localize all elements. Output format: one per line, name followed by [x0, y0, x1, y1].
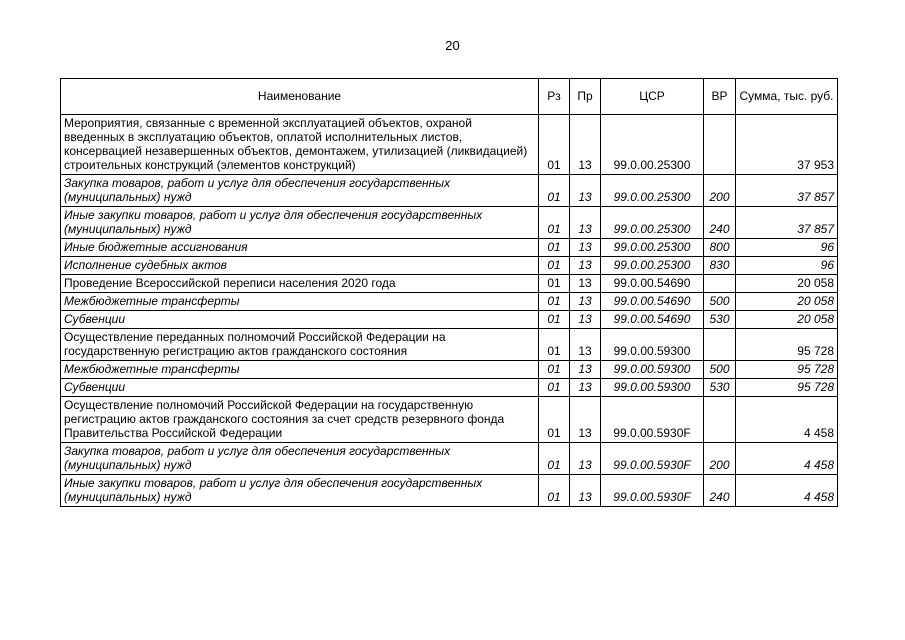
- row-name: Исполнение судебных актов: [61, 257, 539, 275]
- row-name: Межбюджетные трансферты: [61, 293, 539, 311]
- row-vr: 530: [704, 379, 736, 397]
- row-rz: 01: [539, 175, 570, 207]
- header-vr: ВР: [704, 79, 736, 115]
- row-rz: 01: [539, 329, 570, 361]
- row-sum: 4 458: [736, 397, 838, 443]
- row-sum: 20 058: [736, 275, 838, 293]
- row-pr: 13: [570, 475, 601, 507]
- row-rz: 01: [539, 293, 570, 311]
- table-row: [61, 311, 838, 329]
- row-pr: 13: [570, 175, 601, 207]
- row-rz: 01: [539, 207, 570, 239]
- header-pr: Пр: [570, 79, 601, 115]
- row-name: Межбюджетные трансферты: [61, 361, 539, 379]
- row-vr: 800: [704, 239, 736, 257]
- row-name: Иные бюджетные ассигнования: [61, 239, 539, 257]
- row-vr: 830: [704, 257, 736, 275]
- row-sum: 95 728: [736, 379, 838, 397]
- row-name: Мероприятия, связанные с временной эксплуатацией объектов, охраной введенных в эксплуатацию объектов, оплатой исполнительных листов, консервацией незавершенных объектов, демонтажем, утилизацией (ликвидацией) строительных конструкций (элементов конструкций): [61, 115, 539, 175]
- header-csr: ЦСР: [601, 79, 704, 115]
- header-name: Наименование: [61, 79, 539, 115]
- row-sum: 37 857: [736, 175, 838, 207]
- row-pr: 13: [570, 115, 601, 175]
- row-name: Закупка товаров, работ и услуг для обеспечения государственных (муниципальных) нужд: [61, 175, 539, 207]
- row-csr: 99.0.00.25300: [601, 239, 704, 257]
- table-row: [61, 361, 838, 379]
- row-vr: 200: [704, 175, 736, 207]
- row-sum: 20 058: [736, 311, 838, 329]
- row-sum: 20 058: [736, 293, 838, 311]
- row-pr: 13: [570, 397, 601, 443]
- row-pr: 13: [570, 207, 601, 239]
- table-row: [61, 257, 838, 275]
- row-vr: [704, 275, 736, 293]
- row-pr: 13: [570, 257, 601, 275]
- table-row: [61, 329, 838, 361]
- table-row: [61, 475, 838, 507]
- row-name: Осуществление полномочий Российской Федерации на государственную регистрацию актов гражданского состояния за счет средств резервного фонда Правительства Российской Федерации: [61, 397, 539, 443]
- row-rz: 01: [539, 311, 570, 329]
- row-pr: 13: [570, 311, 601, 329]
- row-csr: 99.0.00.25300: [601, 207, 704, 239]
- row-pr: 13: [570, 443, 601, 475]
- row-name: Субвенции: [61, 379, 539, 397]
- row-csr: 99.0.00.5930F: [601, 397, 704, 443]
- row-csr: 99.0.00.5930F: [601, 475, 704, 507]
- row-name: Проведение Всероссийской переписи населения 2020 года: [61, 275, 539, 293]
- row-csr: 99.0.00.59300: [601, 329, 704, 361]
- row-csr: 99.0.00.54690: [601, 275, 704, 293]
- table-row: [61, 175, 838, 207]
- row-vr: 500: [704, 361, 736, 379]
- row-vr: 530: [704, 311, 736, 329]
- row-csr: 99.0.00.59300: [601, 361, 704, 379]
- page-number: 20: [445, 38, 460, 53]
- table-row: [61, 275, 838, 293]
- budget-table: [60, 78, 838, 507]
- row-rz: 01: [539, 361, 570, 379]
- row-pr: 13: [570, 361, 601, 379]
- row-sum: 96: [736, 257, 838, 275]
- table-row: [61, 293, 838, 311]
- row-vr: [704, 115, 736, 175]
- row-csr: 99.0.00.54690: [601, 293, 704, 311]
- row-vr: [704, 329, 736, 361]
- row-vr: 240: [704, 207, 736, 239]
- row-sum: 95 728: [736, 361, 838, 379]
- row-name: Осуществление переданных полномочий Российской Федерации на государственную регистрацию актов гражданского состояния: [61, 329, 539, 361]
- row-rz: 01: [539, 275, 570, 293]
- row-pr: 13: [570, 329, 601, 361]
- row-pr: 13: [570, 293, 601, 311]
- row-csr: 99.0.00.25300: [601, 257, 704, 275]
- row-pr: 13: [570, 239, 601, 257]
- table-row: [61, 397, 838, 443]
- table-row: [61, 443, 838, 475]
- row-csr: 99.0.00.5930F: [601, 443, 704, 475]
- table-header-row: [61, 79, 838, 115]
- row-vr: [704, 397, 736, 443]
- row-sum: 96: [736, 239, 838, 257]
- row-pr: 13: [570, 275, 601, 293]
- row-rz: 01: [539, 379, 570, 397]
- header-sum: Сумма, тыс. руб.: [736, 79, 838, 115]
- row-csr: 99.0.00.25300: [601, 175, 704, 207]
- row-vr: 240: [704, 475, 736, 507]
- row-rz: 01: [539, 115, 570, 175]
- table-row: [61, 207, 838, 239]
- table-row: [61, 239, 838, 257]
- row-sum: 37 857: [736, 207, 838, 239]
- row-csr: 99.0.00.25300: [601, 115, 704, 175]
- header-rz: Рз: [539, 79, 570, 115]
- row-vr: 200: [704, 443, 736, 475]
- row-name: Закупка товаров, работ и услуг для обеспечения государственных (муниципальных) нужд: [61, 443, 539, 475]
- row-rz: 01: [539, 257, 570, 275]
- row-name: Субвенции: [61, 311, 539, 329]
- row-rz: 01: [539, 397, 570, 443]
- row-sum: 4 458: [736, 443, 838, 475]
- row-vr: 500: [704, 293, 736, 311]
- row-rz: 01: [539, 443, 570, 475]
- row-rz: 01: [539, 239, 570, 257]
- row-pr: 13: [570, 379, 601, 397]
- row-sum: 4 458: [736, 475, 838, 507]
- table-row: [61, 115, 838, 175]
- table-row: [61, 379, 838, 397]
- row-name: Иные закупки товаров, работ и услуг для обеспечения государственных (муниципальных) нужд: [61, 475, 539, 507]
- row-sum: 95 728: [736, 329, 838, 361]
- row-rz: 01: [539, 475, 570, 507]
- row-csr: 99.0.00.59300: [601, 379, 704, 397]
- row-sum: 37 953: [736, 115, 838, 175]
- row-name: Иные закупки товаров, работ и услуг для обеспечения государственных (муниципальных) нужд: [61, 207, 539, 239]
- row-csr: 99.0.00.54690: [601, 311, 704, 329]
